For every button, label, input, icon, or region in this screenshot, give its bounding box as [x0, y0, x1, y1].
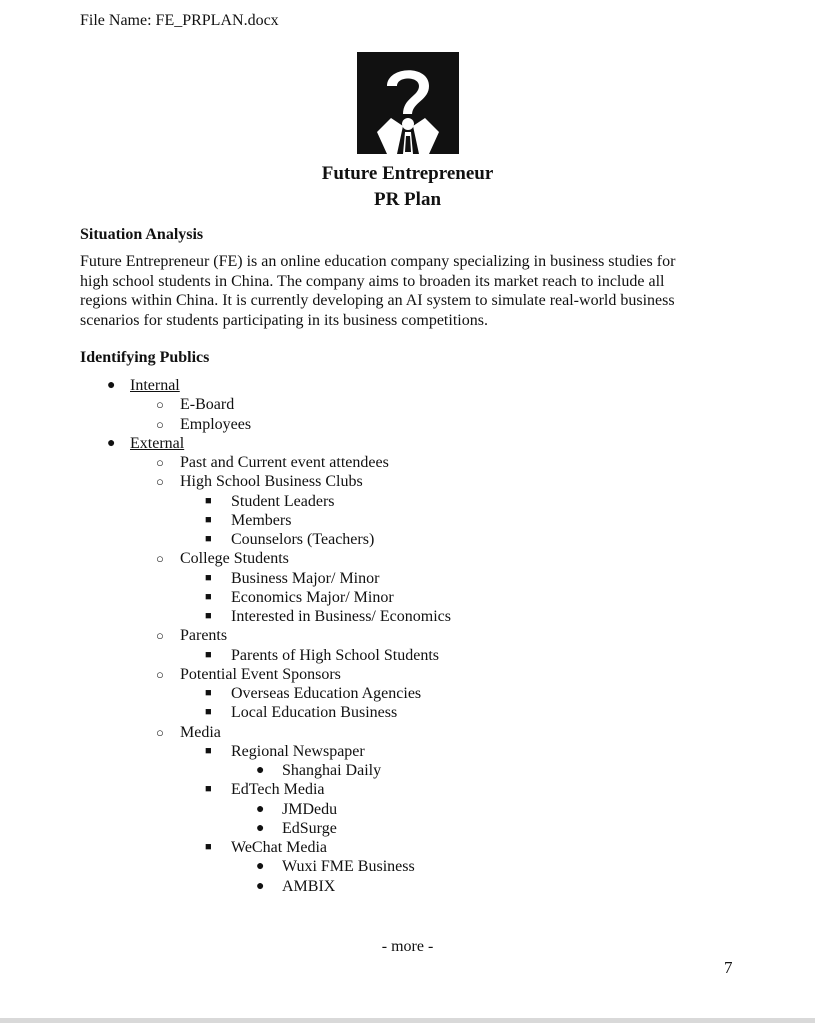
bullet-icon: ○ [156, 416, 164, 432]
bullet-icon: ● [256, 763, 265, 778]
viewer-bottom-bar [0, 1018, 815, 1023]
list-item-text: High School Business Clubs [180, 473, 363, 491]
list-item-level-3 [205, 607, 451, 626]
list-item-level-2 [156, 665, 341, 684]
bullet-icon: ● [256, 820, 265, 836]
list-item-text: Parents of High School Students [231, 646, 439, 664]
bullet-icon: ■ [205, 533, 212, 545]
list-item-level-3 [205, 530, 375, 549]
list-item-text: Media [180, 723, 221, 741]
paragraph-line: regions within China. It is currently developing an AI system to simulate real-world business [80, 292, 675, 309]
list-item-text: EdSurge [282, 819, 337, 837]
list-item-text: Wuxi FME Business [282, 858, 415, 876]
bullet-icon: ● [107, 378, 116, 393]
list-item-level-3 [205, 646, 439, 665]
bullet-icon: ■ [205, 494, 212, 507]
list-item-text: Overseas Education Agencies [231, 685, 422, 702]
document-subtitle: PR Plan [373, 189, 442, 210]
list-item-text: E-Board [180, 396, 235, 414]
file-name: File Name: FE_PRPLAN.docx [80, 12, 279, 29]
list-item-level-2 [156, 453, 389, 472]
list-item-level-2 [156, 395, 235, 414]
bullet-icon: ○ [156, 551, 164, 567]
list-item-level-3 [205, 703, 398, 722]
list-item-level-4 [256, 857, 415, 876]
list-item-text: Regional Newspaper [231, 742, 365, 760]
list-item-level-4 [256, 761, 382, 780]
list-item-level-4 [256, 800, 338, 819]
list-item-level-4 [256, 819, 337, 838]
bullet-icon: ○ [156, 666, 164, 682]
list-item-text: EdTech Media [231, 781, 325, 799]
bullet-icon: ■ [205, 744, 212, 757]
list-item-level-1 [107, 434, 185, 453]
list-item-level-3 [205, 780, 325, 799]
bullet-icon: ■ [205, 687, 212, 699]
paragraph-line: Future Entrepreneur (FE) is an online education company specializing in business studies for [80, 253, 676, 270]
list-item-level-3 [205, 511, 292, 530]
identifying-publics-heading: Identifying Publics [80, 349, 210, 366]
list-item-text: Local Education Business [231, 704, 398, 722]
bullet-icon: ○ [156, 455, 164, 470]
list-item-level-3 [205, 742, 365, 761]
bullet-icon: ■ [205, 783, 212, 796]
list-item-text: Student Leaders [231, 492, 335, 510]
list-item-text: Shanghai Daily [282, 762, 382, 779]
bullet-icon: ● [256, 801, 265, 817]
bullet-icon: ○ [156, 628, 164, 644]
paragraph-line: high school students in China. The company aims to broaden its market reach to include all [80, 272, 665, 290]
list-item-text: Employees [180, 415, 252, 433]
bullet-icon: ■ [205, 590, 212, 603]
list-item-level-2 [156, 472, 363, 491]
list-item-level-2 [156, 415, 252, 434]
list-item-text: College Students [180, 550, 289, 568]
bullet-icon: ■ [205, 841, 212, 853]
list-item-text: Parents [180, 627, 228, 645]
list-item-level-3 [205, 838, 328, 857]
list-item-level-3 [205, 492, 335, 511]
bullet-icon: ● [256, 859, 265, 875]
list-item-level-3 [205, 588, 394, 607]
list-item-text: Members [231, 511, 292, 529]
list-item-text: Past and Current event attendees [180, 454, 389, 471]
bullet-icon: ■ [205, 648, 212, 661]
page-number: 7 [724, 958, 733, 977]
list-item-level-2 [156, 723, 221, 742]
list-item-text: External [130, 434, 185, 452]
list-item-text: Potential Event Sponsors [180, 665, 341, 683]
bullet-icon: ○ [156, 724, 164, 740]
bullet-icon: ■ [205, 513, 212, 526]
bullet-icon: ● [107, 435, 116, 451]
bullet-icon: ■ [205, 571, 212, 584]
more-indicator: - more - [381, 938, 434, 955]
paragraph-line: scenarios for students participating in its business competitions. [80, 311, 488, 329]
situation-analysis-paragraph [80, 252, 730, 330]
bullet-icon: ● [256, 878, 265, 894]
list-item-level-4 [256, 877, 336, 896]
list-item-level-1 [107, 376, 180, 395]
list-item-text: Interested in Business/ Economics [231, 608, 451, 625]
list-item-level-2 [156, 626, 228, 645]
list-item-text: Economics Major/ Minor [231, 588, 394, 606]
question-mark-suit-logo [357, 52, 459, 154]
list-item-text: Internal [130, 377, 180, 394]
bullet-icon: ■ [205, 610, 212, 622]
list-item-level-3 [205, 569, 380, 588]
situation-analysis-heading: Situation Analysis [80, 226, 204, 243]
list-item-text: AMBIX [282, 877, 336, 895]
bullet-icon: ■ [205, 706, 212, 719]
document-title: Future Entrepreneur [321, 163, 494, 184]
list-item-level-2 [156, 549, 289, 568]
bullet-icon: ○ [156, 474, 164, 490]
list-item-text: WeChat Media [231, 839, 328, 856]
list-item-text: Counselors (Teachers) [231, 531, 375, 548]
list-item-text: JMDedu [282, 800, 338, 818]
list-item-level-3 [205, 684, 422, 703]
list-item-text: Business Major/ Minor [231, 569, 380, 587]
bullet-icon: ○ [156, 397, 164, 413]
